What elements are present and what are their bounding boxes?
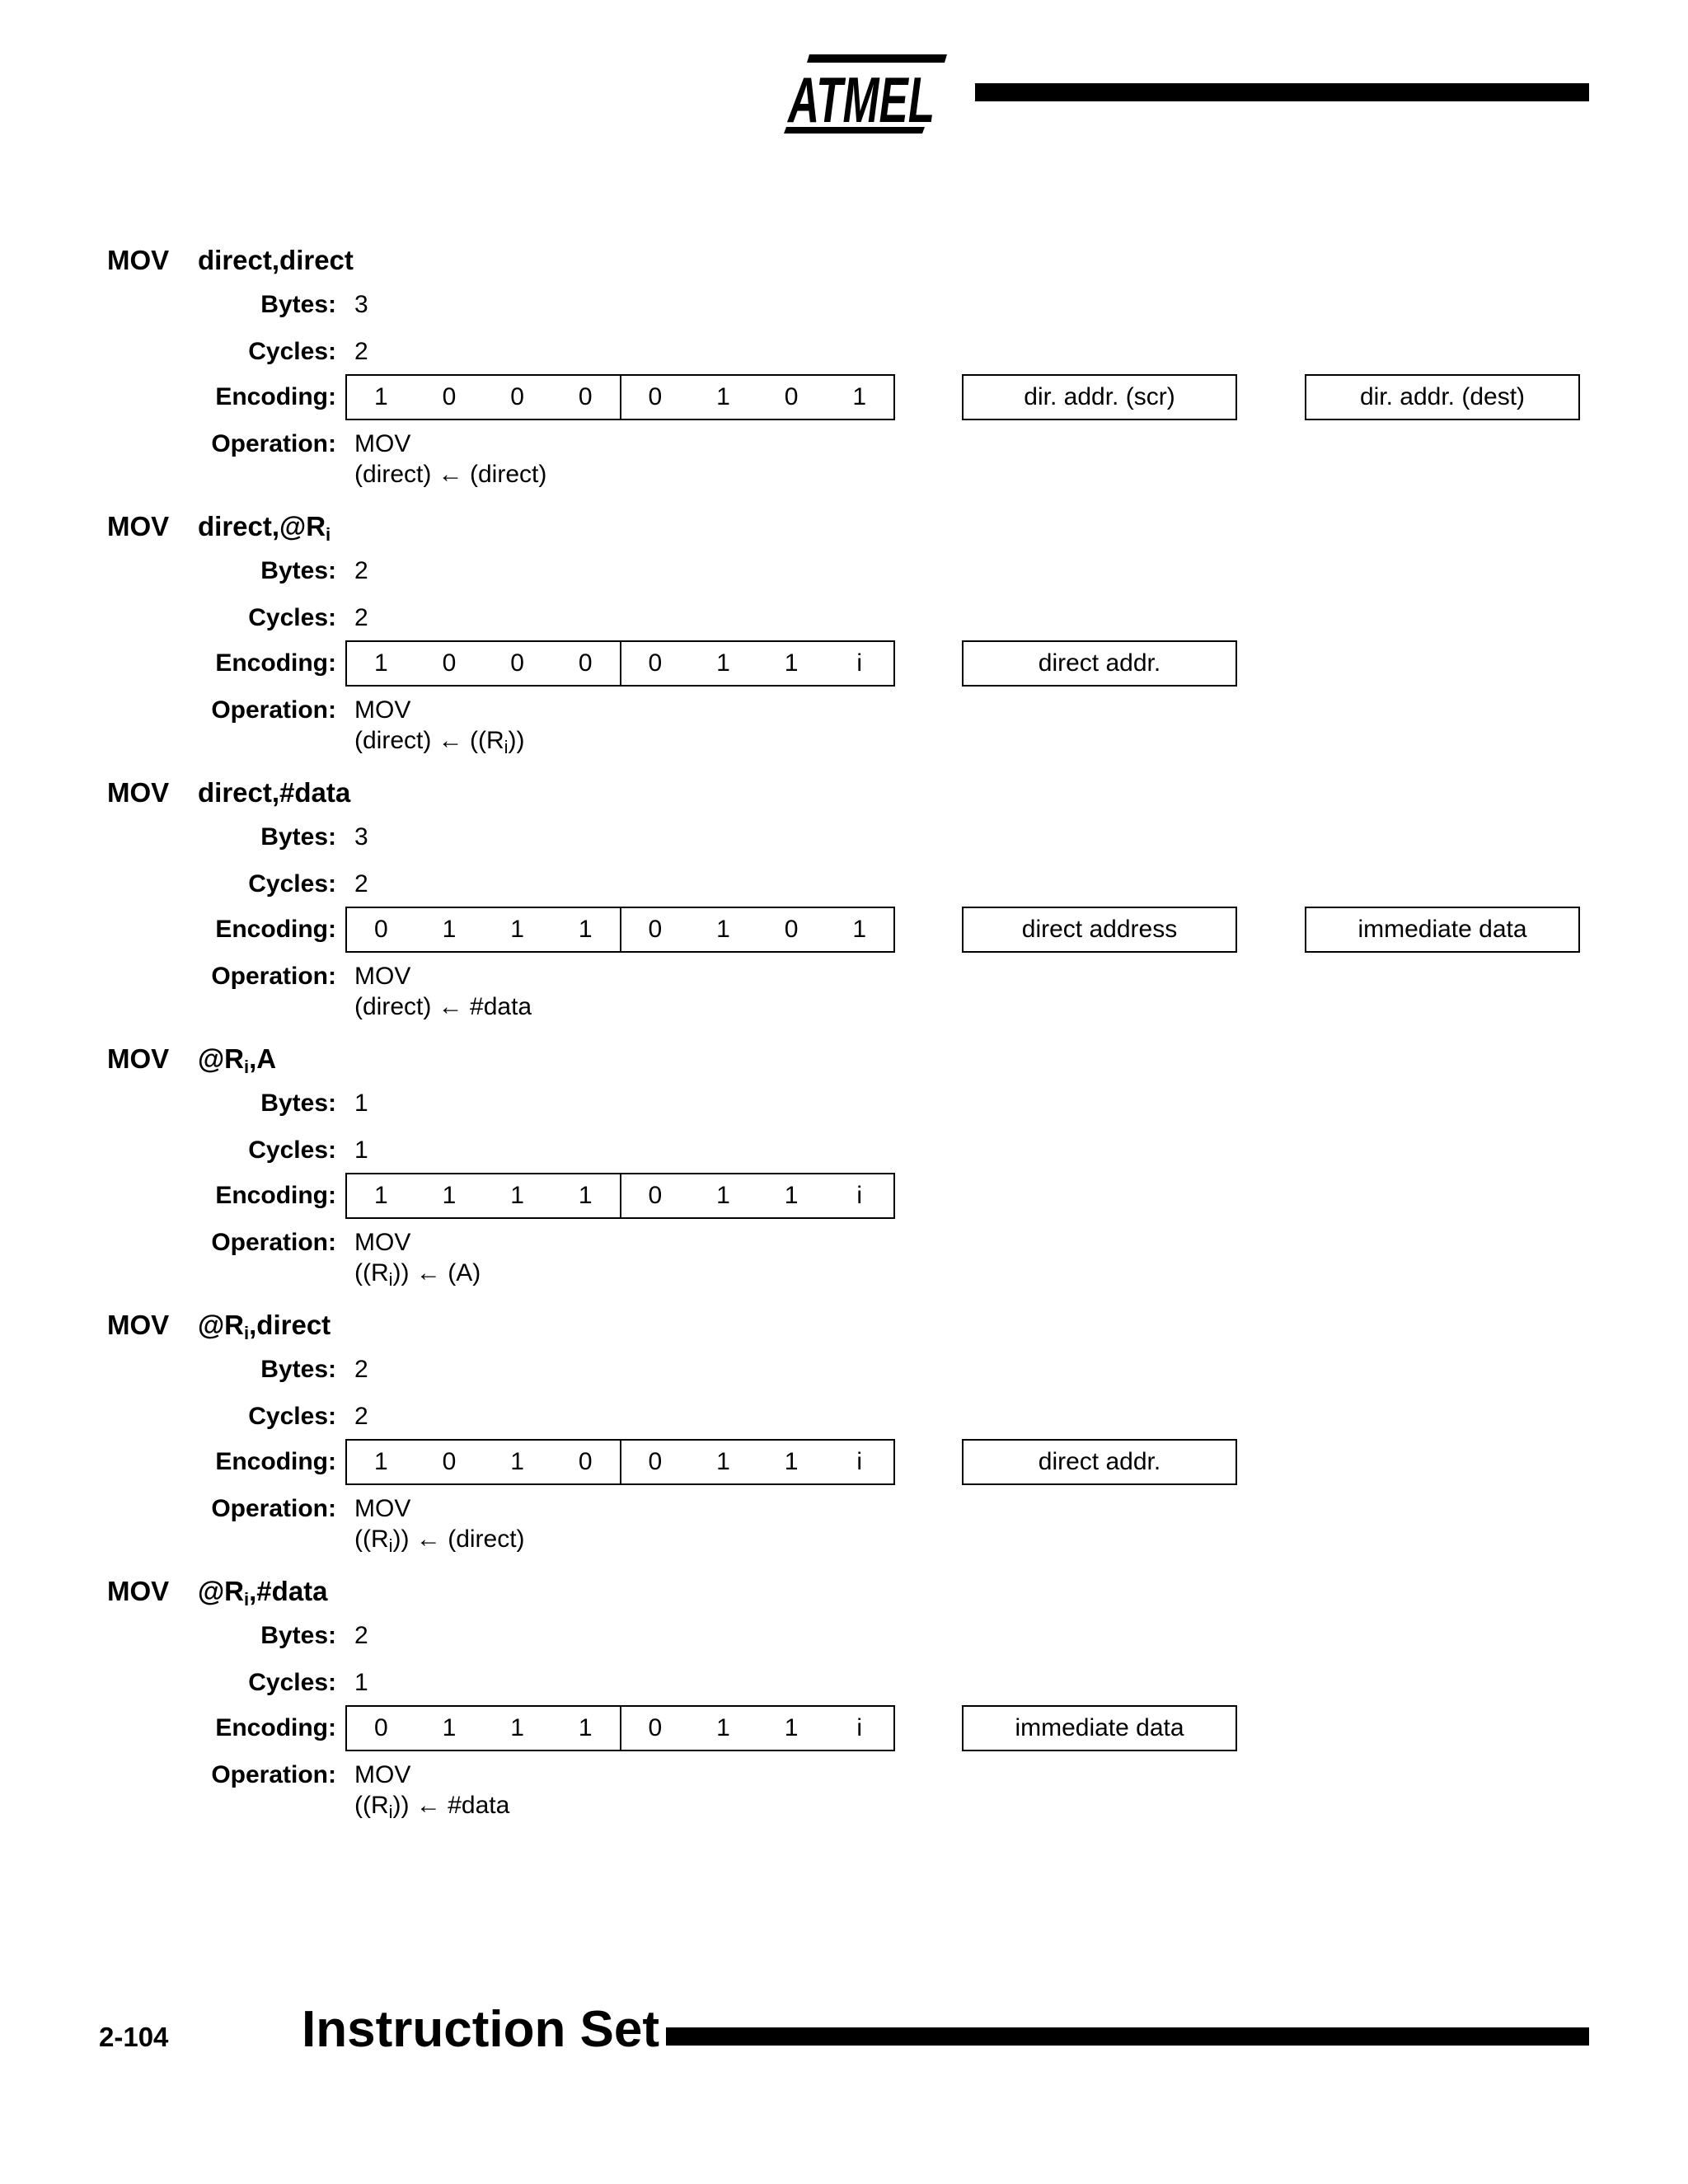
- operation-expression: [354, 1525, 525, 1554]
- operation-name: MOV: [354, 1761, 411, 1788]
- opcode-bit: 1: [442, 916, 457, 943]
- operation-subscript: i: [504, 737, 509, 757]
- opcode-bit: 1: [510, 1448, 524, 1475]
- opcode-bit: 0: [578, 649, 593, 677]
- opcode-bit: 0: [510, 649, 524, 677]
- opcode-nibble: [620, 376, 894, 419]
- instruction-operands: [198, 776, 350, 809]
- opcode-bit: 1: [852, 383, 867, 410]
- opcode-bit: 0: [442, 1448, 457, 1475]
- opcode-bit: 1: [716, 383, 730, 410]
- operation-label: Operation:: [211, 430, 336, 457]
- opcode-bit: 0: [784, 383, 799, 410]
- opcode-bit: 1: [784, 1448, 799, 1475]
- page-number: 2-104: [99, 2022, 169, 2052]
- instruction-block: [0, 1043, 1688, 1306]
- cycles-value: 2: [354, 1403, 368, 1430]
- opcode-bit: 0: [648, 1182, 663, 1209]
- opcode-bit: 0: [578, 383, 593, 410]
- instruction-mnemonic: MOV: [107, 245, 170, 275]
- opcode-bit: 0: [648, 383, 663, 410]
- opcode-bit: 1: [510, 1714, 524, 1741]
- instruction-operands: [198, 510, 331, 543]
- cycles-value: 1: [354, 1137, 368, 1164]
- cycles-value: 2: [354, 870, 368, 898]
- opcode-bit: 1: [373, 1182, 388, 1209]
- operand-byte-field: dir. addr. (dest): [1305, 374, 1580, 420]
- opcode-nibble: [620, 642, 894, 685]
- bytes-value: 3: [354, 291, 368, 318]
- operands-subscript: i: [244, 1589, 250, 1610]
- opcode-bit: 1: [578, 1714, 593, 1741]
- operands-text: direct,@R: [198, 511, 326, 541]
- operation-expression: [354, 1258, 481, 1288]
- operation-text: (direct) ← ((R: [354, 727, 504, 754]
- bytes-value: 1: [354, 1090, 368, 1117]
- instruction-mnemonic: MOV: [107, 1043, 170, 1074]
- operands-text: @R: [198, 1576, 245, 1606]
- opcode-nibble: [620, 1707, 894, 1750]
- opcode-bit: 0: [648, 1714, 663, 1741]
- opcode-byte: [345, 1705, 895, 1751]
- operands-subscript: i: [244, 1057, 250, 1077]
- instruction-block: [0, 510, 1688, 774]
- instruction-mnemonic: MOV: [107, 1576, 170, 1606]
- opcode-bit: 0: [648, 916, 663, 943]
- header-rule: [975, 83, 1589, 101]
- instruction-operands: [198, 244, 354, 277]
- opcode-byte: [345, 907, 895, 953]
- bytes-value: 2: [354, 1356, 368, 1383]
- bytes-label: Bytes:: [260, 291, 336, 318]
- bytes-label: Bytes:: [260, 557, 336, 584]
- opcode-bit: 0: [648, 649, 663, 677]
- opcode-bit: 1: [784, 1182, 799, 1209]
- instruction-operands: [198, 1309, 331, 1342]
- opcode-nibble: [347, 908, 620, 951]
- operands-text: direct,#data: [198, 777, 351, 808]
- encoding-label: Encoding:: [215, 1714, 336, 1741]
- opcode-nibble: [347, 376, 620, 419]
- opcode-bit: 1: [716, 916, 730, 943]
- operation-name: MOV: [354, 1495, 411, 1522]
- operation-label: Operation:: [211, 963, 336, 990]
- operation-text: ((R: [354, 1259, 389, 1286]
- opcode-bit: i: [856, 1714, 863, 1741]
- instruction-block: [0, 1575, 1688, 1839]
- bytes-value: 2: [354, 557, 368, 584]
- operation-text: (direct) ← (direct): [354, 461, 547, 488]
- operation-label: Operation:: [211, 1761, 336, 1788]
- opcode-bit: 1: [852, 916, 867, 943]
- operands-subscript: i: [326, 524, 331, 545]
- bytes-value: 2: [354, 1622, 368, 1649]
- instruction-block: [0, 776, 1688, 1040]
- opcode-nibble: [347, 1174, 620, 1217]
- operation-text: (direct) ← #data: [354, 993, 532, 1020]
- opcode-byte: [345, 640, 895, 687]
- opcode-bit: 1: [510, 1182, 524, 1209]
- operation-subscript: i: [388, 1269, 393, 1290]
- opcode-byte: [345, 1173, 895, 1219]
- bytes-label: Bytes:: [260, 1090, 336, 1117]
- opcode-bit: 1: [716, 1448, 730, 1475]
- operands-text: direct,direct: [198, 245, 354, 275]
- operation-expression: [354, 1791, 509, 1821]
- opcode-bit: 1: [373, 383, 388, 410]
- bytes-label: Bytes:: [260, 823, 336, 851]
- operation-name: MOV: [354, 1229, 411, 1256]
- opcode-bit: 1: [373, 649, 388, 677]
- footer-rule: [666, 2027, 1589, 2046]
- opcode-bit: 1: [373, 1448, 388, 1475]
- cycles-label: Cycles:: [248, 604, 336, 631]
- opcode-bit: 1: [716, 1714, 730, 1741]
- instruction-mnemonic: MOV: [107, 1310, 170, 1340]
- opcode-bit: 0: [442, 383, 457, 410]
- operation-label: Operation:: [211, 696, 336, 724]
- encoding-label: Encoding:: [215, 1448, 336, 1475]
- opcode-bit: i: [856, 1182, 863, 1209]
- operand-byte-field: direct address: [962, 907, 1237, 953]
- operation-subscript: i: [388, 1535, 393, 1556]
- operation-name: MOV: [354, 696, 411, 724]
- cycles-label: Cycles:: [248, 1403, 336, 1430]
- instruction-block: [0, 244, 1688, 508]
- opcode-nibble: [347, 1707, 620, 1750]
- operation-subscript: i: [388, 1802, 393, 1822]
- instruction-mnemonic: MOV: [107, 511, 170, 541]
- opcode-bit: 1: [578, 916, 593, 943]
- atmel-logo: [778, 51, 951, 134]
- operation-text-after: )) ← (direct): [392, 1526, 525, 1553]
- opcode-bit: 1: [784, 1714, 799, 1741]
- operation-expression: [354, 992, 532, 1022]
- opcode-bit: 0: [648, 1448, 663, 1475]
- opcode-bit: 0: [784, 916, 799, 943]
- opcode-bit: 1: [784, 649, 799, 677]
- operands-text-after: ,#data: [249, 1576, 328, 1606]
- opcode-nibble: [620, 1441, 894, 1483]
- operands-text: @R: [198, 1310, 245, 1340]
- operands-text: @R: [198, 1043, 245, 1074]
- opcode-bit: 1: [578, 1182, 593, 1209]
- opcode-bit: i: [856, 1448, 863, 1475]
- opcode-nibble: [620, 1174, 894, 1217]
- operands-text-after: ,direct: [249, 1310, 331, 1340]
- opcode-bit: 1: [510, 916, 524, 943]
- instruction-mnemonic: MOV: [107, 777, 170, 808]
- operation-name: MOV: [354, 430, 411, 457]
- operation-expression: [354, 726, 525, 756]
- operation-expression: [354, 460, 546, 490]
- svg-text:ATMEL: ATMEL: [786, 63, 935, 136]
- encoding-label: Encoding:: [215, 383, 336, 410]
- opcode-bit: 1: [442, 1182, 457, 1209]
- encoding-label: Encoding:: [215, 1182, 336, 1209]
- operation-text-after: )) ← (A): [392, 1259, 481, 1286]
- opcode-nibble: [347, 1441, 620, 1483]
- operand-byte-field: dir. addr. (scr): [962, 374, 1237, 420]
- operand-byte-field: direct addr.: [962, 1439, 1237, 1485]
- operands-text-after: ,A: [249, 1043, 277, 1074]
- operation-text: ((R: [354, 1526, 389, 1553]
- operation-label: Operation:: [211, 1229, 336, 1256]
- operation-text-after: )): [508, 727, 525, 754]
- section-title: Instruction Set: [302, 2001, 660, 2058]
- encoding-label: Encoding:: [215, 649, 336, 677]
- operands-subscript: i: [244, 1323, 250, 1343]
- operation-label: Operation:: [211, 1495, 336, 1522]
- instruction-operands: [198, 1043, 276, 1076]
- cycles-label: Cycles:: [248, 338, 336, 365]
- operation-text-after: )) ← #data: [392, 1792, 510, 1819]
- opcode-bit: 0: [442, 649, 457, 677]
- cycles-label: Cycles:: [248, 1669, 336, 1696]
- opcode-nibble: [347, 642, 620, 685]
- bytes-value: 3: [354, 823, 368, 851]
- operand-byte-field: immediate data: [1305, 907, 1580, 953]
- bytes-label: Bytes:: [260, 1622, 336, 1649]
- opcode-bit: 0: [578, 1448, 593, 1475]
- opcode-bit: 1: [442, 1714, 457, 1741]
- opcode-bit: 1: [716, 1182, 730, 1209]
- instruction-block: [0, 1309, 1688, 1572]
- operand-byte-field: direct addr.: [962, 640, 1237, 687]
- cycles-label: Cycles:: [248, 1137, 336, 1164]
- operation-name: MOV: [354, 963, 411, 990]
- opcode-byte: [345, 374, 895, 420]
- opcode-bit: 0: [510, 383, 524, 410]
- opcode-nibble: [620, 908, 894, 951]
- cycles-label: Cycles:: [248, 870, 336, 898]
- cycles-value: 2: [354, 338, 368, 365]
- opcode-bit: 0: [373, 916, 388, 943]
- encoding-label: Encoding:: [215, 916, 336, 943]
- bytes-label: Bytes:: [260, 1356, 336, 1383]
- opcode-bit: i: [856, 649, 863, 677]
- operation-text: ((R: [354, 1792, 389, 1819]
- opcode-bit: 1: [716, 649, 730, 677]
- cycles-value: 2: [354, 604, 368, 631]
- cycles-value: 1: [354, 1669, 368, 1696]
- opcode-bit: 0: [373, 1714, 388, 1741]
- instruction-operands: [198, 1575, 328, 1608]
- operand-byte-field: immediate data: [962, 1705, 1237, 1751]
- opcode-byte: [345, 1439, 895, 1485]
